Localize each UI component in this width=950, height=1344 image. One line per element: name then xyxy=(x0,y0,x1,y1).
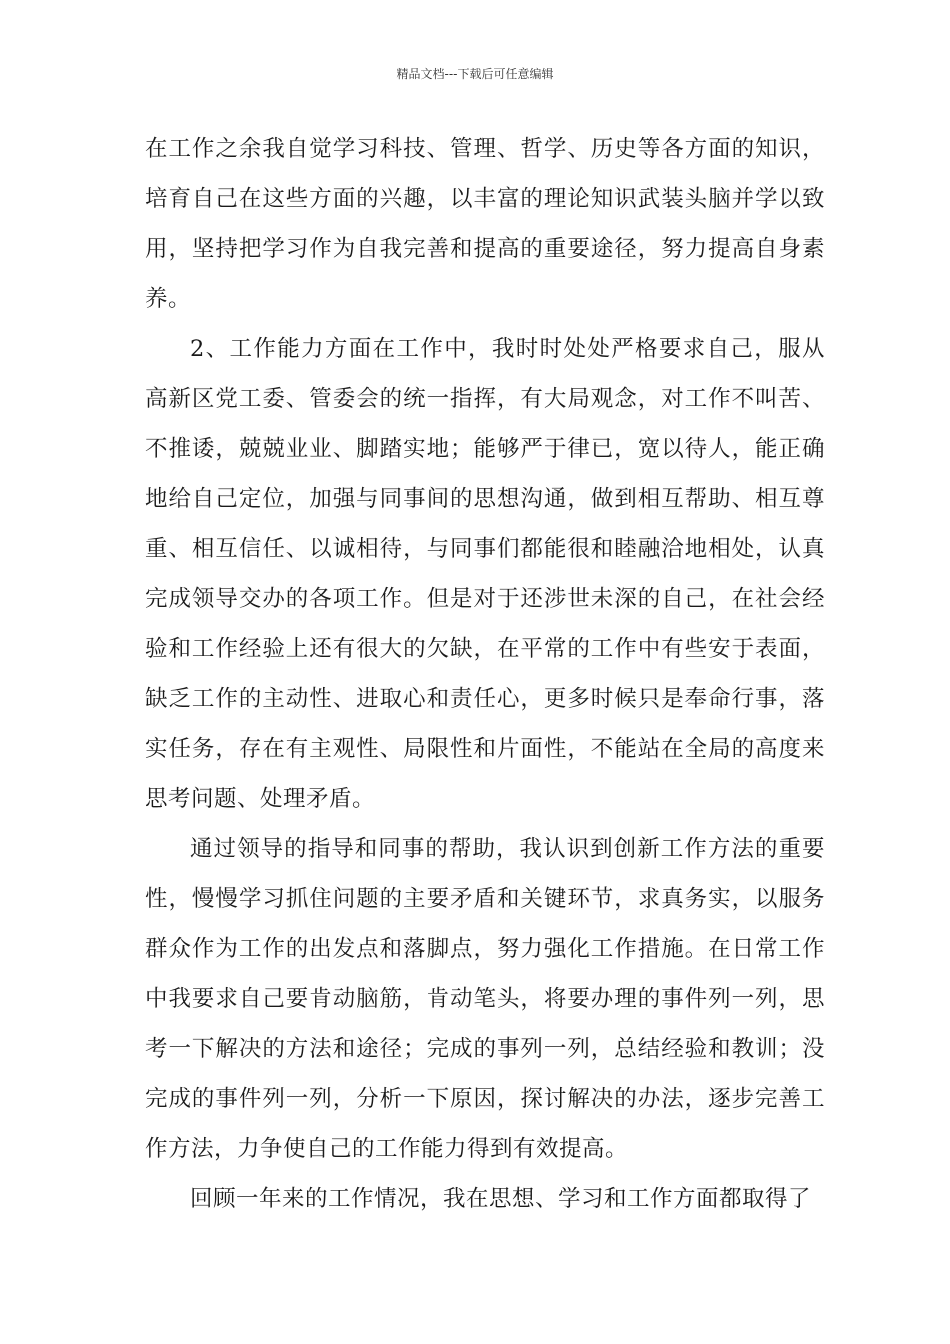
paragraph-work-method: 通过领导的指导和同事的帮助，我认识到创新工作方法的重要性，慢慢学习抓住问题的主要矛盾和关键环节，求真务实，以服务群众作为工作的出发点和落脚点，努力强化工作措施。在日常工作中我要求自己要肯动脑筋，肯动笔头，将要办理的事件列一列，思考一下解决的方法和途径；完成的事列一列，总结经验和教训；没完成的事件列一列，分析一下原因，探讨解决的办法，逐步完善工作方法，力争使自己的工作能力得到有效提高。 xyxy=(145,836,825,1162)
paragraph-continuation: 在工作之余我自觉学习科技、管理、哲学、历史等各方面的知识，培育自己在这些方面的兴趣，以丰富的理论知识武装头脑并学以致用，坚持把学习作为自我完善和提高的重要途径，努力提高自身素养。 xyxy=(145,136,825,312)
paragraph-work-ability: 2、工作能力方面在工作中，我时时处处严格要求自己，服从高新区党工委、管委会的统一指挥，有大局观念，对工作不叫苦、不推诿，兢兢业业、脚踏实地；能够严于律已，宽以待人，能正确地给自己定位，加强与同事间的思想沟通，做到相互帮助、相互尊重、相互信任、以诚相待，与同事们都能很和睦融洽地相处，认真完成领导交办的各项工作。但是对于还涉世未深的自己，在社会经验和工作经验上还有很大的欠缺，在平常的工作中有些安于表面，缺乏工作的主动性、进取心和责任心，更多时候只是奉命行事，落实任务，存在有主观性、局限性和片面性，不能站在全局的高度来思考问题、处理矛盾。 xyxy=(145,336,825,812)
page-header: 精品文档---下载后可任意编辑 xyxy=(396,67,554,81)
document-body xyxy=(145,124,825,1224)
paragraph-review: 回顾一年来的工作情况，我在思想、学习和工作方面都取得了 xyxy=(190,1186,812,1212)
